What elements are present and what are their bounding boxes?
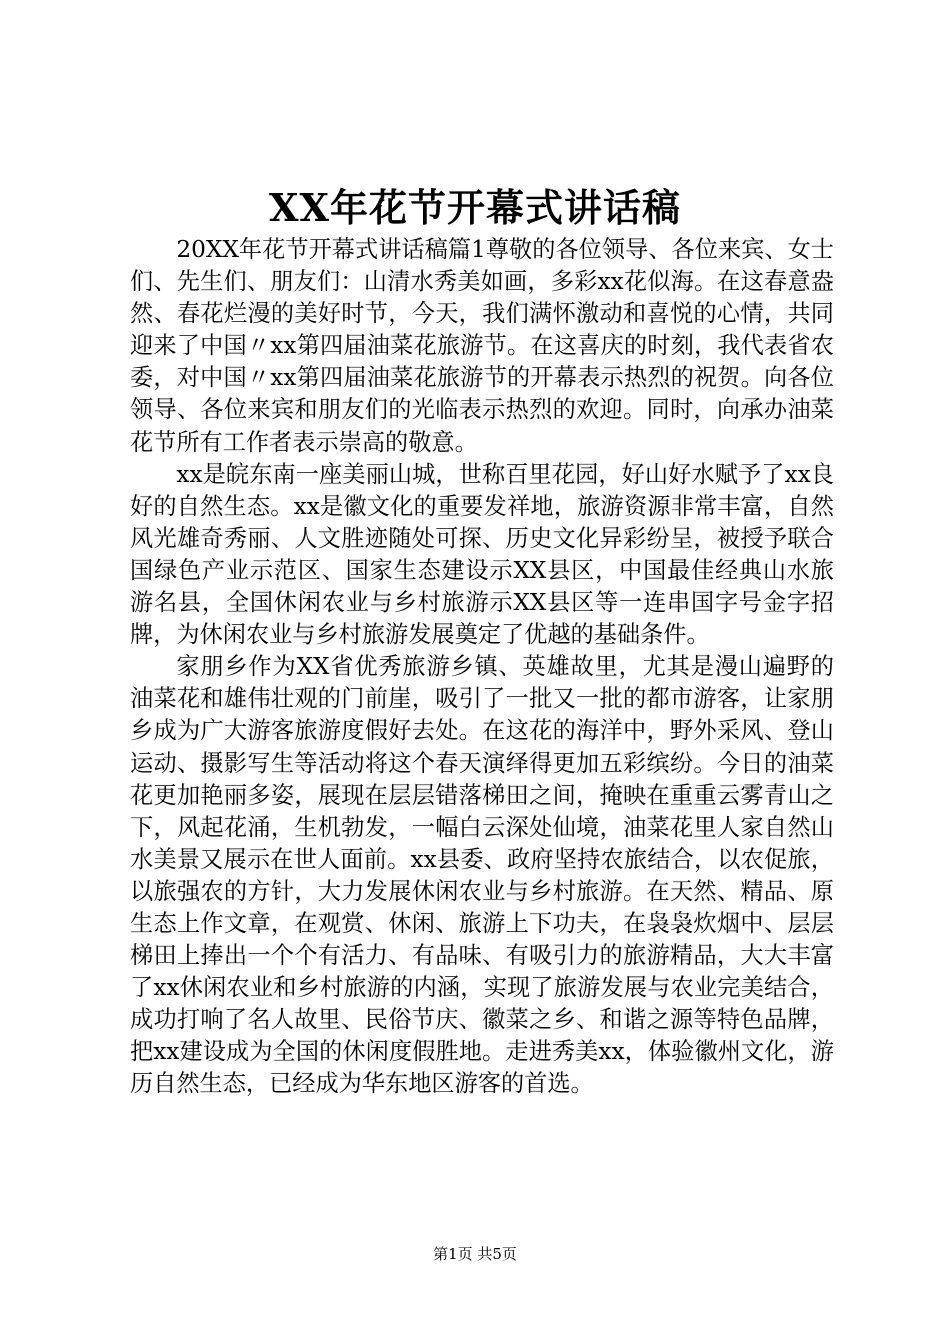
paragraph: 家朋乡作为XX省优秀旅游乡镇、英雄故里，尤其是漫山遍野的油菜花和雄伟壮观的门前崖，吸引了一批又一批的都市游客，让家朋乡成为广大游客旅游度假好去处。在这花的海洋中，野外采风、登山运动、摄影写生等活动将这个春天演绎得更加五彩缤纷。今日的油菜花更加艳丽多姿，展现在层层错落梯田之间，掩映在重重云雾青山之下，风起花涌，生机勃发，一幅白云深处仙境，油菜花里人家自然山水美景又展示在世人面前。xx县委、政府坚持农旅结合，以农促旅，以旅强农的方针，大力发展休闲农业与乡村旅游。在天然、精品、原生态上作文章，在观赏、休闲、旅游上下功夫，在袅袅炊烟中、层层梯田上捧出一个个有活力、有品味、有吸引力的旅游精品，大大丰富了xx休闲农业和乡村旅游的内涵，实现了旅游发展与农业完美结合，成功打响了名人故里、民俗节庆、徽菜之乡、和谐之源等特色品牌，把xx建设成为全国的休闲度假胜地。走进秀美xx，体验徽州文化，游历自然生态，已经成为华东地区游客的首选。 <box>130 653 834 1098</box>
page-title: XX年花节开幕式讲话稿 <box>269 185 681 230</box>
paragraph: xx是皖东南一座美丽山城，世称百里花园，好山好水赋予了xx良好的自然生态。xx是徽文化的重要发祥地，旅游资源非常丰富，自然风光雄奇秀丽、人文胜迹随处可探、历史文化异彩纷呈，被授予联合国绿色产业示范区、国家生态建设示XX县区，中国最佳经典山水旅游名县，全国休闲农业与乡村旅游示XX县区等一连串国字号金字招牌，为休闲农业与乡村旅游发展奠定了优越的基础条件。 <box>130 460 834 649</box>
document-body <box>130 234 834 1101</box>
paragraph: 20XX年花节开幕式讲话稿篇1尊敬的各位领导、各位来宾、女士们、先生们、朋友们：山清水秀美如画，多彩xx花似海。在这春意盎然、春花烂漫的美好时节，今天，我们满怀激动和喜悦的心情，共同迎来了中国〃xx第四届油菜花旅游节。在这喜庆的时刻，我代表省农委，对中国〃xx第四届油菜花旅游节的开幕表示热烈的祝贺。向各位领导、各位来宾和朋友们的光临表示热烈的欢迎。同时，向承办油菜花节所有工作者表示崇高的敬意。 <box>130 236 834 456</box>
page-number-footer: 第1页 共5页 <box>433 1245 517 1263</box>
